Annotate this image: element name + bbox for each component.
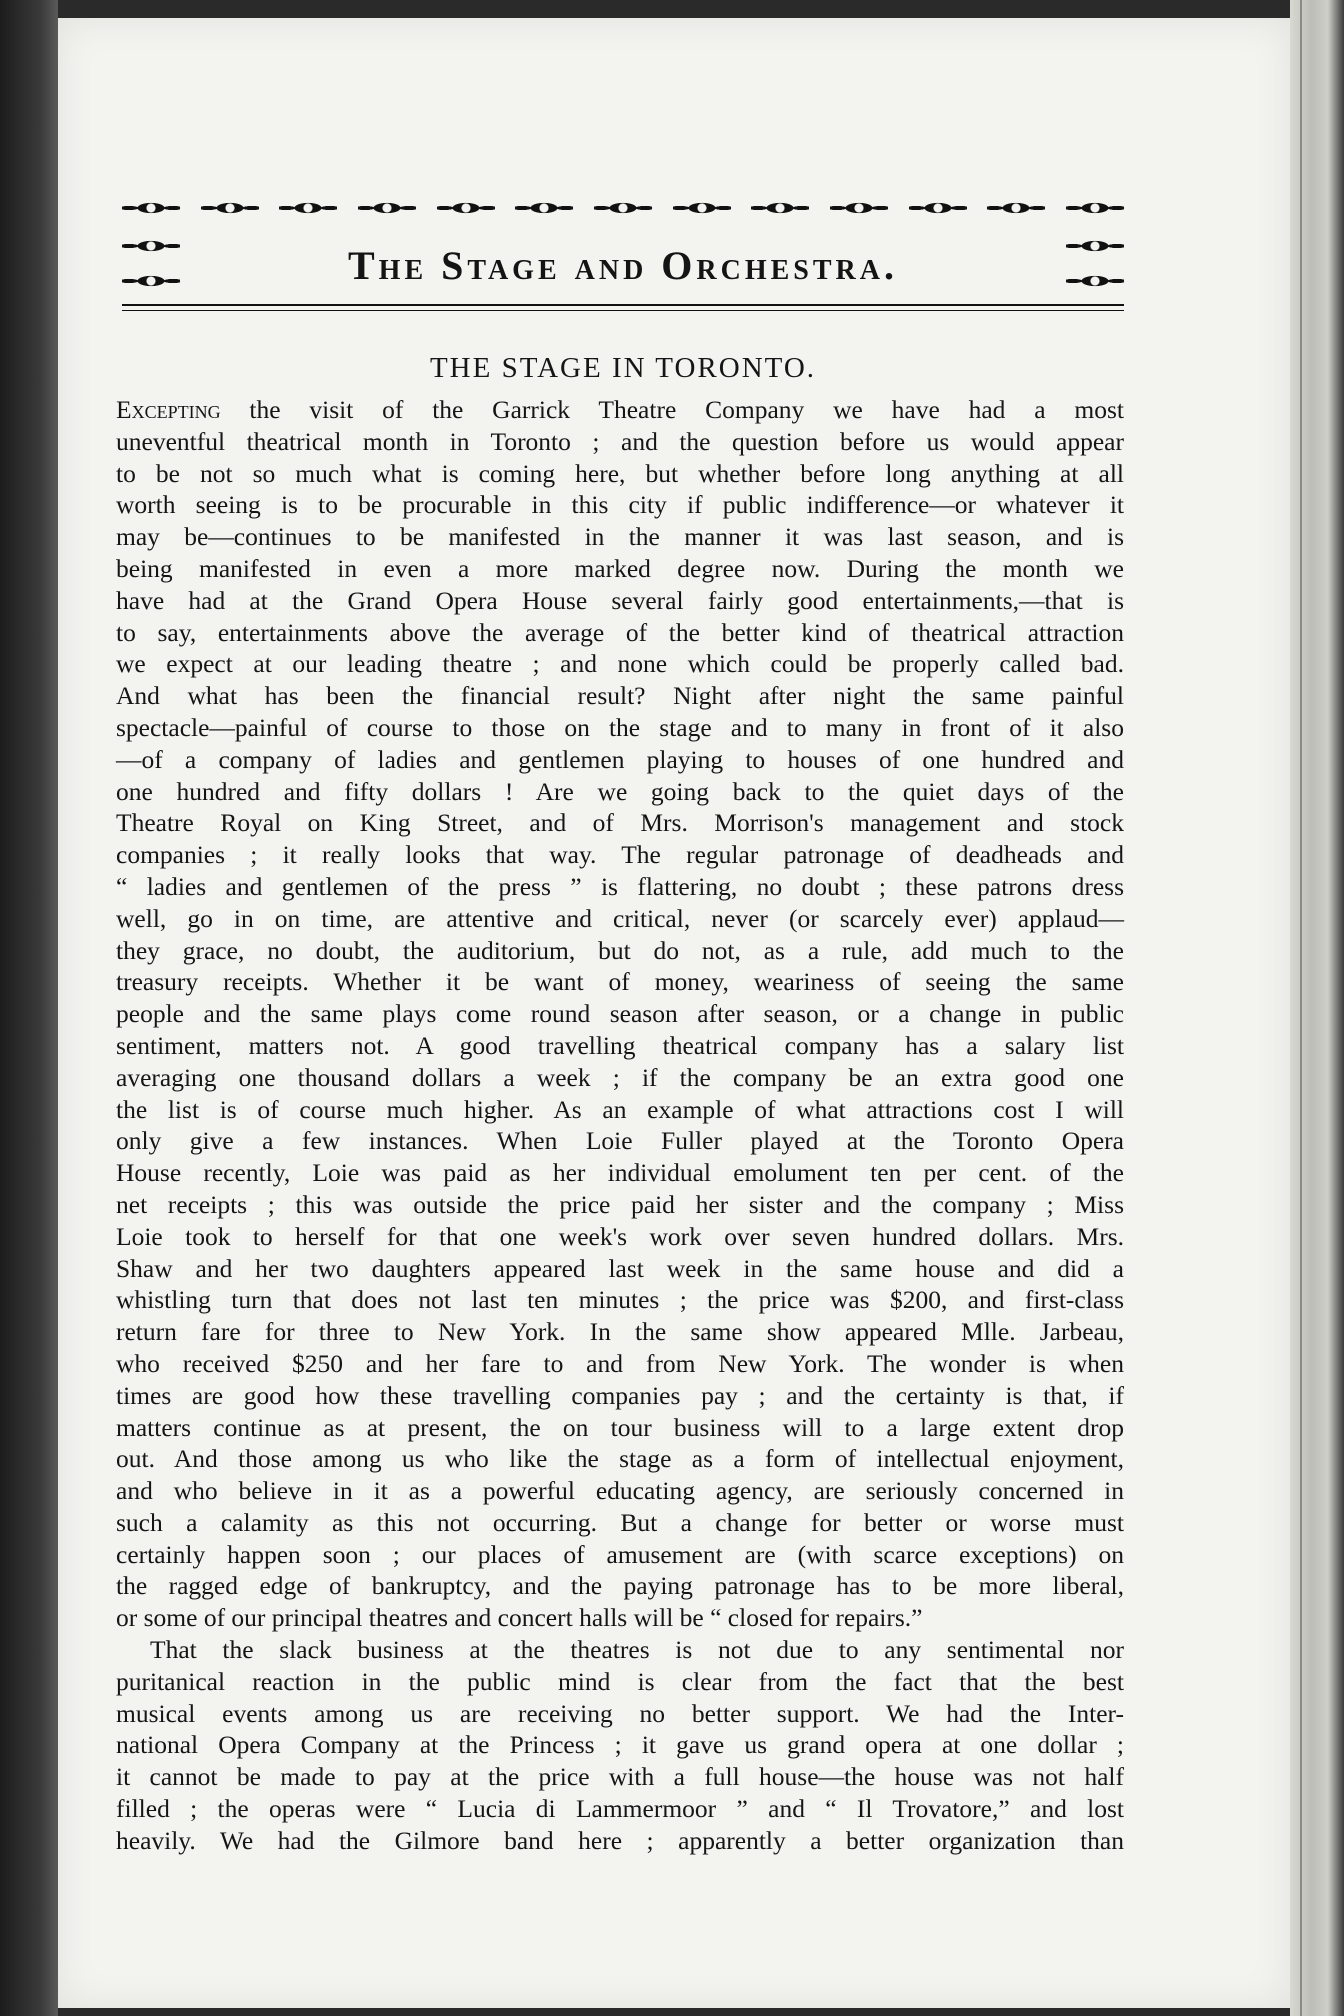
body-line: only give a few instances. When Loie Fuller played at the Toronto Opera — [116, 1126, 1124, 1156]
body-line: they grace, no doubt, the auditorium, but do not, as a rule, add much to the — [116, 935, 1124, 965]
floral-ornament-icon — [1066, 231, 1124, 261]
body-line: people and the same plays come round season after season, or a change in public — [116, 999, 1124, 1029]
body-line: Theatre Royal on King Street, and of Mrs. Morrison's management and stock — [116, 808, 1124, 838]
body-line: may be—continues to be manifested in the manner it was last season, and is — [116, 522, 1124, 552]
body-line: That the slack business at the theatres is not due to any sentimental nor — [150, 1635, 1124, 1665]
body-line: the ragged edge of bankruptcy, and the paying patronage has to be more liberal, — [116, 1571, 1124, 1601]
body-line: times are good how these travelling companies pay ; and the certainty is that, if — [116, 1380, 1124, 1410]
header-rule — [122, 304, 1124, 306]
body-line: puritanical reaction in the public mind is clear from the fact that the best — [116, 1666, 1124, 1696]
body-line: return fare for three to New York. In the same show appeared Mlle. Jarbeau, — [116, 1317, 1124, 1347]
body-line: “ ladies and gentlemen of the press ” is flattering, no doubt ; these patrons dress — [116, 871, 1124, 901]
floral-ornament-icon — [673, 193, 731, 223]
body-line: matters continue as at present, the on tour business will to a large extent drop — [116, 1412, 1124, 1442]
body-line: worth seeing is to be procurable in this city if public indifference—or whatever it — [116, 490, 1124, 520]
body-line: certainly happen soon ; our places of amusement are (with scarce exceptions) on — [116, 1539, 1124, 1569]
body-line: heavily. We had the Gilmore band here ; apparently a better organization than — [116, 1825, 1124, 1855]
floral-ornament-icon — [201, 193, 259, 223]
body-line: or some of our principal theatres and concert halls will be “ closed for repairs.” — [116, 1603, 923, 1633]
scan-left-margin — [0, 0, 58, 2016]
floral-ornament-icon — [830, 193, 888, 223]
body-line: treasury receipts. Whether it be want of money, weariness of seeing the same — [116, 967, 1124, 997]
body-line: House recently, Loie was paid as her individual emolument ten per cent. of the — [116, 1158, 1124, 1188]
body-line: the list is of course much higher. As an example of what attractions cost I will — [116, 1094, 1124, 1124]
section-title: The Stage and Orchestra. — [347, 243, 898, 288]
body-line: to say, entertainments above the average of the better kind of theatrical attraction — [116, 617, 1124, 647]
body-line: And what has been the financial result? Night after night the same painful — [116, 681, 1124, 711]
floral-ornament-icon — [909, 193, 967, 223]
header-rule-thin — [122, 310, 1124, 311]
article-body — [116, 394, 1124, 1857]
body-line: sentiment, matters not. A good travelling theatrical company has a salary list — [116, 1030, 1124, 1060]
body-line: it cannot be made to pay at the price with a full house—the house was not half — [116, 1762, 1124, 1792]
ornament-border-right — [1066, 228, 1124, 298]
floral-ornament-icon — [1066, 193, 1124, 223]
page-edge — [1290, 0, 1344, 2016]
floral-ornament-icon — [437, 193, 495, 223]
floral-ornament-icon — [751, 193, 809, 223]
body-line: —of a company of ladies and gentlemen playing to houses of one hundred and — [116, 744, 1124, 774]
body-line: who received $250 and her fare to and from New York. The wonder is when — [116, 1348, 1124, 1378]
opening-word: Excepting — [116, 395, 221, 424]
section-header — [122, 188, 1124, 312]
body-line: such a calamity as this not occurring. But a change for better or worse must — [116, 1507, 1124, 1537]
body-line: we expect at our leading theatre ; and none which could be properly called bad. — [116, 649, 1124, 679]
body-line: Loie took to herself for that one week's work over seven hundred dollars. Mrs. — [116, 1221, 1124, 1251]
body-line: net receipts ; this was outside the price paid her sister and the company ; Miss — [116, 1189, 1124, 1219]
body-line: being manifested in even a more marked degree now. During the month we — [116, 553, 1124, 583]
ornament-border-top — [122, 188, 1124, 228]
body-line: out. And those among us who like the stage as a form of intellectual enjoyment, — [116, 1444, 1124, 1474]
body-line: Shaw and her two daughters appeared last week in the same house and did a — [116, 1253, 1124, 1283]
floral-ornament-icon — [122, 231, 180, 261]
body-line: and who believe in it as a powerful educating agency, are seriously concerned in — [116, 1476, 1124, 1506]
body-line: national Opera Company at the Princess ; it gave us grand opera at one dollar ; — [116, 1730, 1124, 1760]
body-line: whistling turn that does not last ten minutes ; the price was $200, and first-class — [116, 1285, 1124, 1315]
floral-ornament-icon — [358, 193, 416, 223]
body-line: well, go in on time, are attentive and critical, never (or scarcely ever) applaud— — [116, 903, 1124, 933]
floral-ornament-icon — [515, 193, 573, 223]
body-line: filled ; the operas were “ Lucia di Lammermoor ” and “ Il Trovatore,” and lost — [116, 1794, 1124, 1824]
body-line: musical events among us are receiving no better support. We had the Inter- — [116, 1698, 1124, 1728]
body-line: companies ; it really looks that way. The regular patronage of deadheads and — [116, 840, 1124, 870]
floral-ornament-icon — [279, 193, 337, 223]
body-line: spectacle—painful of course to those on the stage and to many in front of it also — [116, 712, 1124, 742]
floral-ornament-icon — [122, 193, 180, 223]
body-line: have had at the Grand Opera House several fairly good entertainments,—that is — [116, 585, 1124, 615]
floral-ornament-icon — [987, 193, 1045, 223]
body-line: Excepting the visit of the Garrick Theatre Company we have had a most — [116, 395, 1124, 424]
article-title: THE STAGE IN TORONTO. — [429, 352, 817, 384]
body-line: one hundred and fifty dollars ! Are we going back to the quiet days of the — [116, 776, 1124, 806]
floral-ornament-icon — [594, 193, 652, 223]
floral-ornament-icon — [122, 266, 180, 296]
body-line: to be not so much what is coming here, but whether before long anything at all — [116, 458, 1124, 488]
body-line: averaging one thousand dollars a week ; if the company be an extra good one — [116, 1062, 1124, 1092]
page-edge-line — [1300, 0, 1302, 2016]
ornament-border-left — [122, 228, 180, 298]
floral-ornament-icon — [1066, 266, 1124, 296]
body-line: uneventful theatrical month in Toronto ; and the question before us would appear — [116, 426, 1124, 456]
